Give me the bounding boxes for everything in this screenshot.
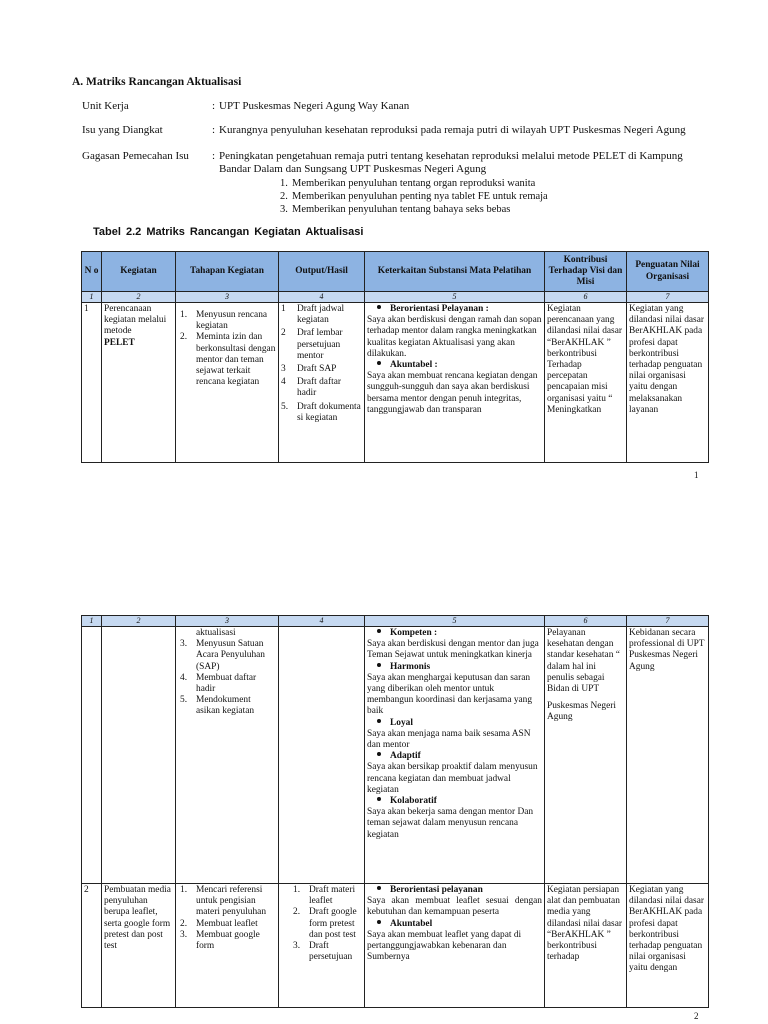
- page-number: 1: [694, 470, 699, 480]
- item-number: 3.: [293, 941, 301, 952]
- item-number: 2: [281, 328, 286, 339]
- header-kontribusi: Kontribusi Terhadap Visi dan Misi: [545, 252, 627, 292]
- bullet-icon: [377, 663, 381, 667]
- list-item: [280, 177, 548, 190]
- list-item: [280, 190, 548, 203]
- list-item: [180, 885, 276, 919]
- list-item: [180, 695, 276, 717]
- value-text: Saya akan bekerja sama dengan mentor Dan teman sejawat dalam menyusun rencana kegiatan: [367, 807, 534, 840]
- cell-output: [279, 884, 365, 1008]
- value-text: Saya akan menghargai keputusan dan saran yang diberikan oleh mentor untuk membangun koordinasi dan kerjasama yang baik: [367, 672, 533, 717]
- cell-output: [279, 303, 365, 463]
- index-cell: 2: [102, 292, 176, 303]
- meta-label-unit-kerja: Unit Kerja: [82, 100, 129, 112]
- index-cell: 7: [627, 292, 709, 303]
- page-number: 2: [694, 1011, 699, 1021]
- value-title: Berorientasi pelayanan: [390, 885, 483, 895]
- value-title: Loyal: [390, 717, 413, 728]
- item-text: Mencari referensi untuk pengisian materi penyuluhan: [196, 885, 267, 918]
- item-number: 4: [281, 377, 286, 388]
- item-number: 1.: [180, 310, 188, 320]
- cell-substansi: [365, 627, 545, 884]
- index-cell: 7: [627, 616, 709, 627]
- step-text: Memberikan penyuluhan tentang organ reproduksi wanita: [292, 178, 536, 189]
- index-cell: 4: [279, 616, 365, 627]
- value-text: Saya akan membuat leaflet yang dapat di pertanggungjawabkan kebenaran dan Sumbernya: [367, 929, 522, 963]
- value-text: Saya akan berdiskusi dengan ramah dan sopan terhadap mentor dalam rangka meningkatkan kualitas kegiatan Aktualisasi yang akan dilakukan.: [367, 315, 542, 359]
- meta-value-isu: Kurangnya penyuluhan kesehatan reproduksi pada remaja putri di wilayah UPT Puskesmas Negeri Agung: [219, 124, 686, 136]
- item-text: aktualisasi: [196, 628, 236, 638]
- index-cell: 1: [82, 616, 102, 627]
- list-item: [281, 364, 362, 375]
- cell-tahapan: [176, 303, 279, 463]
- value-title: Harmonis: [390, 661, 431, 672]
- header-no: N o: [82, 252, 102, 292]
- list-item: [293, 885, 362, 907]
- cell-substansi: [365, 884, 545, 1008]
- cell-penguatan: Kegiatan yang dilandasi nilai dasar BerAKHLAK pada profesi dapat berkontribusi terhadap penguatan nilai organisasi yaitu dengan melaksanakan layanan: [627, 303, 709, 463]
- item-text: Menyusun Satuan Acara Penyuluhan (SAP): [196, 639, 265, 672]
- step-text: Memberikan penyuluhan penting nya tablet FE untuk remaja: [292, 191, 548, 202]
- step-number: 2.: [280, 191, 288, 202]
- item-text: Draft daftar hadir: [297, 377, 341, 399]
- list-item: [180, 673, 276, 695]
- bullet-icon: [377, 752, 381, 756]
- meta-colon: :: [212, 100, 216, 112]
- cell-penguatan: Kegiatan yang dilandasi nilai dasar BerAKHLAK pada profesi dapat berkontribusi terhadap penguatan nilai organisasi yaitu dengan: [627, 884, 709, 1008]
- cell-no: 2: [82, 884, 102, 1008]
- value-text: Saya akan membuat rencana kegiatan dengan sungguh-sungguh dan saya akan berdiskusi bersama mentor dengan penuh integritas, tanggungjawab dan transparan: [367, 371, 538, 415]
- bullet-icon: [377, 361, 381, 365]
- step-number: 3.: [280, 204, 288, 215]
- cell-kegiatan: [102, 303, 176, 463]
- index-cell: 6: [545, 616, 627, 627]
- list-item: [180, 332, 276, 388]
- cell-kontribusi: Kegiatan perencanaan yang dilandasi nilai dasar “BerAKHLAK ” berkontribusi Terhadap percepatan pencapaian misi organisasi yaitu “ Meningkatkan: [545, 303, 627, 463]
- item-number: 2.: [180, 332, 188, 343]
- meta-label-isu: Isu yang Diangkat: [82, 124, 163, 136]
- table-row: [82, 884, 709, 1008]
- item-number: 1.: [180, 885, 188, 895]
- cell-kontribusi: Kegiatan persiapan alat dan pembuatan media yang dilandasi nilai dasar “BerAKHLAK ” berkontribusi terhadap: [545, 884, 627, 1008]
- item-text: Menyusun rencana kegiatan: [196, 310, 268, 332]
- index-cell: 2: [102, 616, 176, 627]
- item-text: Draft google form pretest dan post test: [309, 907, 357, 940]
- value-title: Adaptif: [390, 751, 421, 762]
- item-text: Mendokument asikan kegiatan: [196, 695, 255, 717]
- table-caption: Tabel 2.2 Matriks Rancangan Kegiatan Aktualisasi: [93, 226, 364, 238]
- matrix-table-page-1: [81, 251, 709, 463]
- list-item: [281, 402, 362, 424]
- list-item: [180, 310, 276, 332]
- item-text: Membuat daftar hadir: [196, 672, 257, 695]
- item-text: Draft SAP: [297, 364, 337, 375]
- item-number: 3: [281, 364, 286, 375]
- cell-tahapan: [176, 627, 279, 884]
- section-heading: A. Matriks Rancangan Aktualisasi: [72, 76, 242, 88]
- item-text: Meminta izin dan berkonsultasi dengan mentor dan teman sejawat terkait rencana kegiatan: [196, 332, 276, 388]
- cell-output: [279, 627, 365, 884]
- meta-value-unit-kerja: UPT Puskesmas Negeri Agung Way Kanan: [219, 100, 410, 112]
- item-number: 1.: [293, 885, 301, 895]
- cell-kegiatan: [102, 627, 176, 884]
- item-text: Membuat google form: [196, 929, 260, 952]
- item-text: Draft persetujuan: [309, 941, 353, 963]
- list-item: [280, 203, 548, 216]
- index-cell: 3: [176, 292, 279, 303]
- cell-penguatan: Kebidanan secara professional di UPT Puskesmas Negeri Agung: [627, 627, 709, 884]
- cell-kegiatan: Pembuatan media penyuluhan berupa leaflet, serta google form pretest dan post test: [102, 884, 176, 1008]
- item-number: 4.: [180, 672, 188, 683]
- kegiatan-text: Perencanaan kegiatan melalui metode: [104, 304, 167, 337]
- index-row: [82, 292, 709, 303]
- item-text: Draft jadwal kegiatan: [297, 304, 345, 326]
- kontribusi-text-2: Puskesmas Negeri Agung: [547, 701, 616, 723]
- header-penguatan: Penguatan Nilai Organisasi: [627, 252, 709, 292]
- item-number: 5.: [281, 401, 289, 412]
- cell-tahapan: [176, 884, 279, 1008]
- item-number: 5.: [180, 695, 188, 706]
- step-text: Memberikan penyuluhan tentang bahaya seks bebas: [292, 204, 511, 215]
- steps-list: [280, 177, 548, 216]
- bullet-icon: [377, 797, 381, 801]
- header-tahapan: Tahapan Kegiatan: [176, 252, 279, 292]
- kontribusi-text: Pelayanan kesehatan dengan standar kesehatan “ dalam hal ini penulis sebagai Bidan di UPT: [547, 628, 620, 695]
- item-text: Membuat leaflet: [196, 918, 258, 929]
- index-cell: 1: [82, 292, 102, 303]
- header-kegiatan: Kegiatan: [102, 252, 176, 292]
- item-number: 3.: [180, 639, 188, 650]
- item-number: 2.: [293, 907, 301, 918]
- value-text: Saya akan bersikap proaktif dalam menyusun rencana kegiatan dan membuat jadwal kegiatan: [367, 762, 538, 795]
- bullet-icon: [377, 920, 381, 924]
- cell-no: 1: [82, 303, 102, 463]
- meta-colon: :: [212, 150, 216, 162]
- bullet-icon: [377, 629, 381, 633]
- value-title: Berorientasi Pelayanan :: [390, 304, 489, 314]
- kegiatan-bold: PELET: [104, 337, 135, 348]
- value-text: Saya akan membuat leaflet sesuai dengan kebutuhan dan kemampuan peserta: [367, 896, 542, 918]
- list-item: [180, 930, 276, 952]
- bullet-icon: [377, 886, 381, 890]
- meta-value-gagasan: Peningkatan pengetahuan remaja putri tentang kesehatan reproduksi melalui metode PELET di Kampung Bandar Dalam dan Sungsang UPT Puskesmas Negeri Agung: [219, 150, 683, 175]
- item-number: 3.: [180, 929, 188, 940]
- bullet-icon: [377, 719, 381, 723]
- value-title: Akuntabel :: [390, 360, 438, 371]
- list-item: [180, 919, 276, 930]
- index-cell: 5: [365, 616, 545, 627]
- value-title: Akuntabel: [390, 918, 433, 929]
- item-number: 2.: [180, 918, 188, 929]
- table-header-row: [82, 252, 709, 292]
- item-text: Draft dokumenta si kegiatan: [297, 401, 361, 423]
- index-row: [82, 616, 709, 627]
- matrix-table-page-2: [81, 615, 709, 1008]
- list-item: [281, 304, 362, 326]
- cell-no: [82, 627, 102, 884]
- cell-substansi: [365, 303, 545, 463]
- meta-label-gagasan: Gagasan Pemecahan Isu: [82, 150, 189, 162]
- meta-colon: :: [212, 124, 216, 136]
- item-number: 1: [281, 304, 286, 314]
- bullet-icon: [377, 305, 381, 309]
- list-item: [281, 328, 362, 362]
- cell-kontribusi: [545, 627, 627, 884]
- item-text: Draft materi leaflet: [309, 885, 356, 907]
- list-item: [293, 941, 362, 963]
- step-number: 1.: [280, 178, 288, 189]
- value-title: Kompeten :: [390, 628, 438, 638]
- index-cell: 3: [176, 616, 279, 627]
- table-row: [82, 303, 709, 463]
- list-item: [281, 377, 362, 399]
- value-text: Saya akan berdiskusi dengan mentor dan juga Teman Sejawat untuk meningkatkan kinerja: [367, 639, 539, 661]
- item-text: Draf lembar persetujuan mentor: [297, 328, 343, 361]
- value-title: Kolaboratif: [390, 796, 437, 807]
- table-row: [82, 627, 709, 884]
- index-cell: 6: [545, 292, 627, 303]
- index-cell: 4: [279, 292, 365, 303]
- value-text: Saya akan menjaga nama baik sesama ASN dan mentor: [367, 728, 531, 751]
- header-substansi: Keterkaitan Substansi Mata Pelatihan: [365, 252, 545, 292]
- header-output: Output/Hasil: [279, 252, 365, 292]
- list-item: [293, 907, 362, 941]
- list-item: [180, 639, 276, 673]
- index-cell: 5: [365, 292, 545, 303]
